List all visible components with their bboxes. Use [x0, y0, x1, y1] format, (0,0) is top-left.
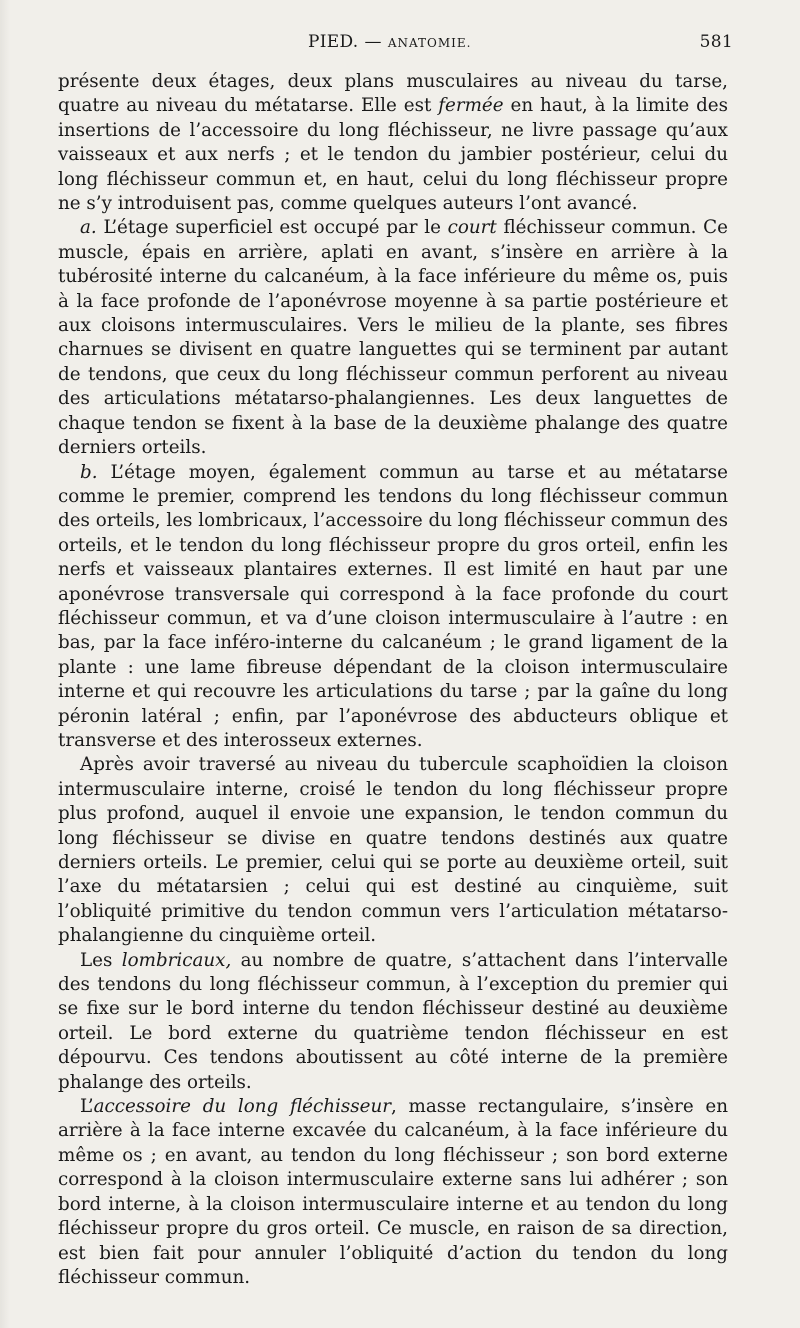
- paragraph: [58, 70, 728, 216]
- italic-text: b.: [80, 461, 98, 483]
- text-run: Les: [80, 949, 122, 971]
- text-run: L’: [80, 1096, 94, 1118]
- text-run: en haut, à la limite des insertions de l’accessoire du long fléchisseur, ne livre passage qu’aux vaisseaux et aux nerfs ; et le tendon du jambier postérieur, celui du long fléchisseur commun et, en haut, celui du long fléchisseur propre ne s’y introduisent pas, comme quelques auteurs l’ont avancé.: [58, 95, 728, 215]
- paragraph: [58, 216, 728, 460]
- page-number: 581: [699, 32, 733, 52]
- paragraph: [58, 461, 728, 754]
- book-page: [58, 28, 733, 1290]
- italic-text: accessoire du long fléchisseur: [93, 1096, 391, 1118]
- italic-text: court: [447, 217, 497, 239]
- header-title: PIED.: [308, 32, 359, 52]
- italic-text: lombricaux,: [121, 949, 232, 971]
- header-dash: —: [364, 32, 382, 52]
- text-run: présente deux étages, deux plans musculaires au niveau du tarse, quatre au niveau du métatarse. Elle est: [58, 71, 728, 117]
- text-run: au nombre de quatre, s’attachent dans l’intervalle des tendons du long fléchisseur commun, à l’exception du premier qui se fixe sur le bord interne du tendon fléchisseur destiné au deuxième orteil. Le bord externe du quatrième tendon fléchisseur en est dépourvu. Ces tendons aboutissent au côté interne de la première phalange des orteils.: [58, 949, 729, 1093]
- italic-text: fermée: [438, 95, 504, 117]
- text-run: fléchisseur commun. Ce muscle, épais en arrière, aplati en avant, s’insère en arrière à la tubérosité interne du calcanéum, à la face inférieure du même os, puis à la face profonde de l’aponévrose moyenne à sa partie postérieure et aux cloisons intermusculaires. Vers le milieu de la plante, ses fibres charnues se divisent en quatre languettes qui se terminent par autant de tendons, que ceux du long fléchisseur commun perforent au niveau des articulations métatarso-phalangiennes. Les deux languettes de chaque tendon se fixent à la base de la deuxième phalange des quatre derniers orteils.: [58, 217, 728, 459]
- text-run: Après avoir traversé au niveau du tubercule scaphoïdien la cloison intermusculaire interne, croisé le tendon du long fléchisseur propre plus profond, auquel il envoie une expansion, le tendon commun du long fléchisseur se divise en quatre tendons destinés aux quatre derniers orteils. Le premier, celui qui se porte au deuxième orteil, suit l’axe du métatarsien ; celui qui est destiné au cinquième, suit l’obliquité primitive du tendon commun vers l’articulation métatarso-phalangienne du cinquième orteil.: [58, 754, 728, 947]
- paragraph: [58, 949, 728, 1095]
- text-run: L’étage superficiel est occupé par le: [96, 217, 448, 239]
- paragraph: [58, 753, 728, 948]
- scan-shadow-left: [0, 0, 10, 1328]
- text-run: , masse rectangulaire, s’insère en arrière à la face interne excavée du calcanéum, à la face inférieure du même os ; en avant, au tendon du long fléchisseur ; son bord externe correspond à la cloison intermusculaire externe sans lui adhérer ; son bord interne, à la cloison intermusculaire interne et au tendon du long fléchisseur propre du gros orteil. Ce muscle, en raison de sa direction, est bien fait pour annuler l’obliquité d’action du tendon du long fléchisseur commun.: [58, 1096, 728, 1288]
- header-subtitle: ANATOMIE.: [387, 36, 472, 50]
- text-run: L’étage moyen, également commun au tarse et au métatarse comme le premier, comprend les tendons du long fléchisseur commun des orteils, les lombricaux, l’accessoire du long fléchisseur commun des orteils, et le tendon du long fléchisseur propre du gros orteil, enfin les nerfs et vaisseaux plantaires externes. Il est limité en haut par une aponévrose transversale qui correspond à la face profonde du court fléchisseur commun, et va d’une cloison intermusculaire à l’autre : en bas, par la face inféro-interne du calcanéum ; le grand ligament de la plante : une lame fibreuse dépendant de la cloison intermusculaire interne et qui recouvre les articulations du tarse ; par la gaîne du long péronin latéral ; enfin, par l’aponévrose des abducteurs oblique et transverse et des interosseux externes.: [58, 461, 728, 751]
- paragraph: [58, 1095, 728, 1290]
- italic-text: a.: [80, 217, 97, 239]
- running-title: [308, 32, 471, 52]
- page-body: [58, 70, 728, 1290]
- running-header: [58, 28, 733, 58]
